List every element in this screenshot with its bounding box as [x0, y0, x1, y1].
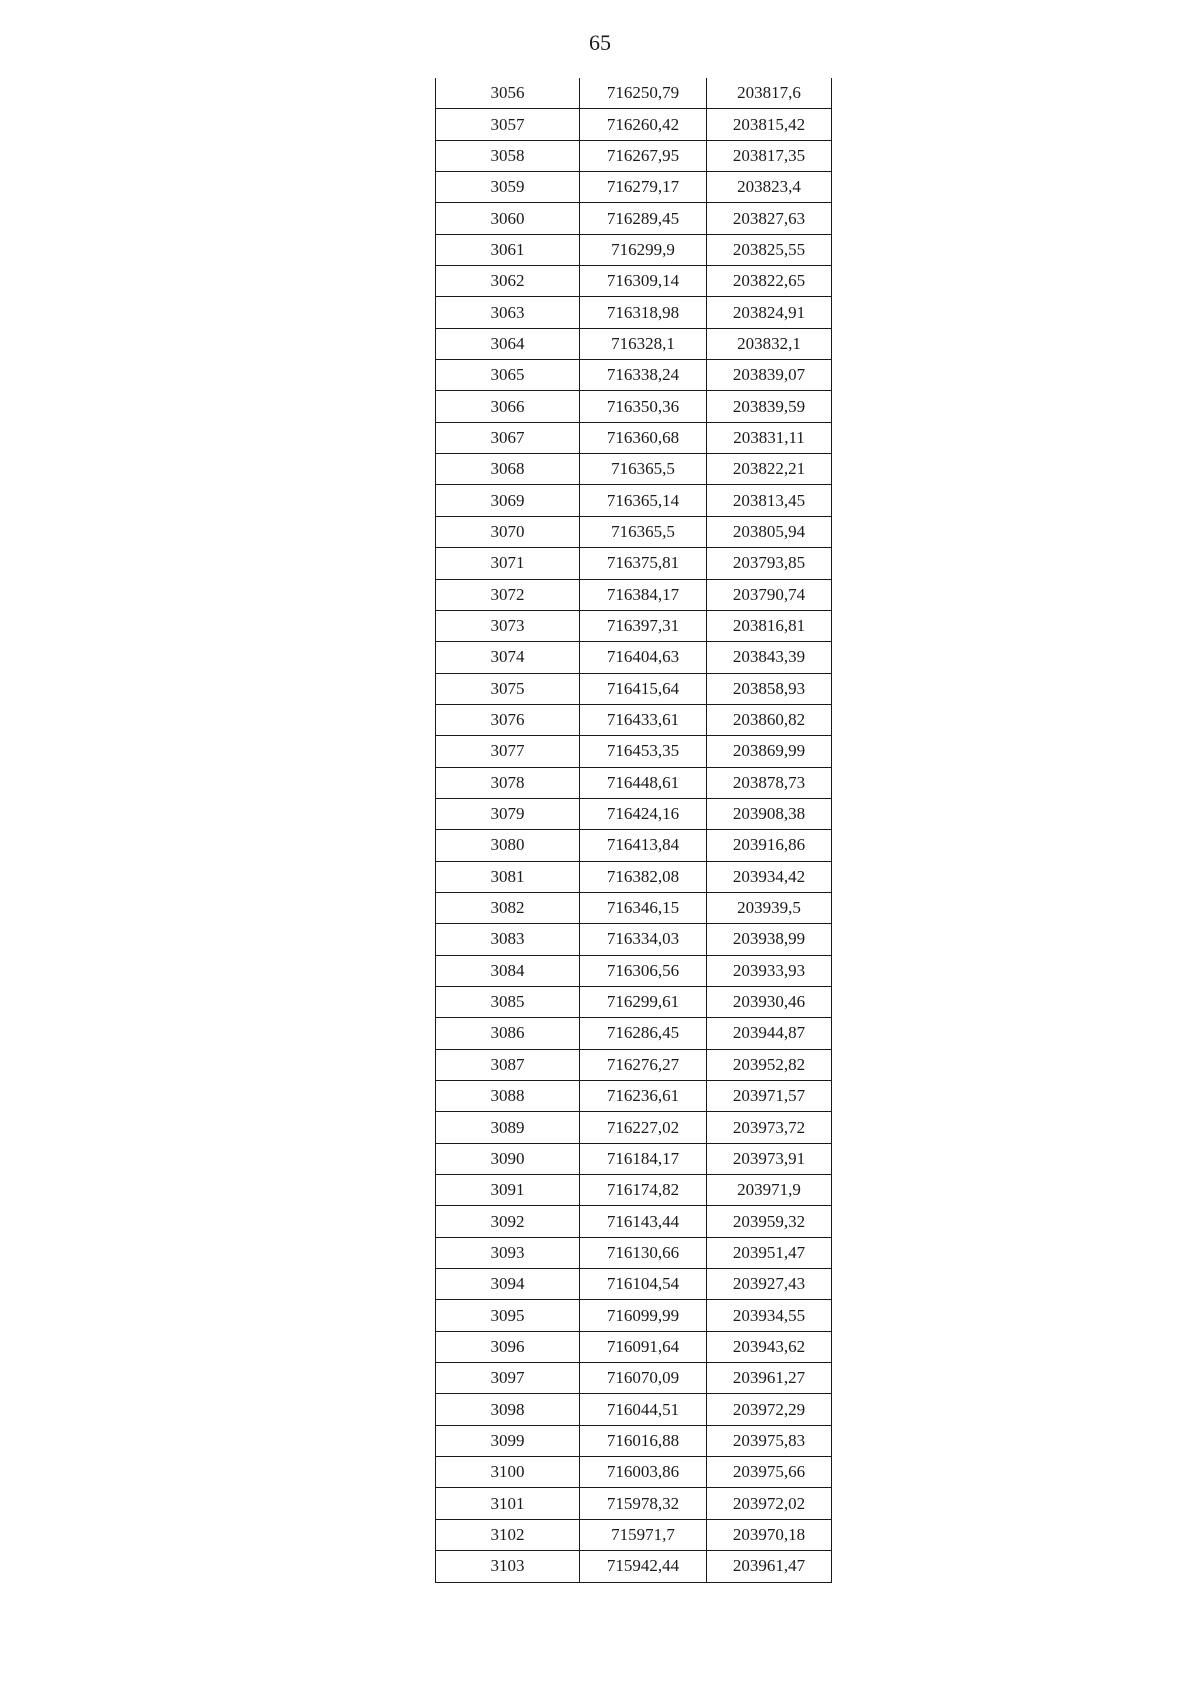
point-number-cell: 3068 [436, 454, 580, 485]
table-row [436, 1143, 832, 1174]
table-row [436, 642, 832, 673]
x-coordinate-cell: 715978,32 [580, 1488, 707, 1519]
x-coordinate-cell: 716433,61 [580, 704, 707, 735]
y-coordinate-cell: 203843,39 [707, 642, 832, 673]
x-coordinate-cell: 716306,56 [580, 955, 707, 986]
point-number-cell: 3074 [436, 642, 580, 673]
point-number-cell: 3081 [436, 861, 580, 892]
point-number-cell: 3079 [436, 798, 580, 829]
point-number-cell: 3057 [436, 109, 580, 140]
x-coordinate-cell: 716143,44 [580, 1206, 707, 1237]
table-row [436, 266, 832, 297]
page-number: 65 [589, 30, 611, 55]
table-row [436, 1018, 832, 1049]
x-coordinate-cell: 716099,99 [580, 1300, 707, 1331]
y-coordinate-cell: 203959,32 [707, 1206, 832, 1237]
y-coordinate-cell: 203823,4 [707, 172, 832, 203]
y-coordinate-cell: 203970,18 [707, 1519, 832, 1550]
y-coordinate-cell: 203972,29 [707, 1394, 832, 1425]
y-coordinate-cell: 203817,6 [707, 78, 832, 109]
x-coordinate-cell: 716003,86 [580, 1457, 707, 1488]
point-number-cell: 3077 [436, 736, 580, 767]
coordinates-table [435, 78, 832, 1583]
x-coordinate-cell: 715971,7 [580, 1519, 707, 1550]
y-coordinate-cell: 203869,99 [707, 736, 832, 767]
point-number-cell: 3066 [436, 391, 580, 422]
x-coordinate-cell: 716365,5 [580, 454, 707, 485]
x-coordinate-cell: 716375,81 [580, 548, 707, 579]
y-coordinate-cell: 203934,42 [707, 861, 832, 892]
table-row [436, 579, 832, 610]
x-coordinate-cell: 716346,15 [580, 892, 707, 923]
y-coordinate-cell: 203878,73 [707, 767, 832, 798]
y-coordinate-cell: 203975,83 [707, 1425, 832, 1456]
point-number-cell: 3064 [436, 328, 580, 359]
y-coordinate-cell: 203943,62 [707, 1331, 832, 1362]
x-coordinate-cell: 716309,14 [580, 266, 707, 297]
y-coordinate-cell: 203815,42 [707, 109, 832, 140]
y-coordinate-cell: 203934,55 [707, 1300, 832, 1331]
point-number-cell: 3091 [436, 1175, 580, 1206]
point-number-cell: 3061 [436, 234, 580, 265]
x-coordinate-cell: 716299,9 [580, 234, 707, 265]
point-number-cell: 3098 [436, 1394, 580, 1425]
table-row [436, 485, 832, 516]
x-coordinate-cell: 716091,64 [580, 1331, 707, 1362]
point-number-cell: 3063 [436, 297, 580, 328]
x-coordinate-cell: 716267,95 [580, 140, 707, 171]
coordinates-table-body [436, 78, 832, 1582]
x-coordinate-cell: 716130,66 [580, 1237, 707, 1268]
y-coordinate-cell: 203822,65 [707, 266, 832, 297]
x-coordinate-cell: 716365,5 [580, 516, 707, 547]
table-row [436, 892, 832, 923]
x-coordinate-cell: 716365,14 [580, 485, 707, 516]
table-row [436, 767, 832, 798]
y-coordinate-cell: 203908,38 [707, 798, 832, 829]
table-row [436, 1206, 832, 1237]
table-row [436, 548, 832, 579]
y-coordinate-cell: 203822,21 [707, 454, 832, 485]
x-coordinate-cell: 716424,16 [580, 798, 707, 829]
x-coordinate-cell: 716174,82 [580, 1175, 707, 1206]
table-row [436, 328, 832, 359]
point-number-cell: 3100 [436, 1457, 580, 1488]
y-coordinate-cell: 203951,47 [707, 1237, 832, 1268]
point-number-cell: 3078 [436, 767, 580, 798]
y-coordinate-cell: 203927,43 [707, 1269, 832, 1300]
table-row [436, 1175, 832, 1206]
table-row [436, 1081, 832, 1112]
point-number-cell: 3082 [436, 892, 580, 923]
table-row [436, 610, 832, 641]
point-number-cell: 3060 [436, 203, 580, 234]
point-number-cell: 3095 [436, 1300, 580, 1331]
table-row [436, 454, 832, 485]
y-coordinate-cell: 203858,93 [707, 673, 832, 704]
point-number-cell: 3102 [436, 1519, 580, 1550]
point-number-cell: 3070 [436, 516, 580, 547]
table-row [436, 830, 832, 861]
table-row [436, 1551, 832, 1582]
table-row [436, 1300, 832, 1331]
table-row [436, 1457, 832, 1488]
y-coordinate-cell: 203961,47 [707, 1551, 832, 1582]
x-coordinate-cell: 716299,61 [580, 986, 707, 1017]
y-coordinate-cell: 203839,07 [707, 360, 832, 391]
point-number-cell: 3076 [436, 704, 580, 735]
table-row [436, 360, 832, 391]
point-number-cell: 3075 [436, 673, 580, 704]
x-coordinate-cell: 716016,88 [580, 1425, 707, 1456]
y-coordinate-cell: 203825,55 [707, 234, 832, 265]
point-number-cell: 3069 [436, 485, 580, 516]
point-number-cell: 3097 [436, 1363, 580, 1394]
y-coordinate-cell: 203816,81 [707, 610, 832, 641]
y-coordinate-cell: 203827,63 [707, 203, 832, 234]
x-coordinate-cell: 716384,17 [580, 579, 707, 610]
y-coordinate-cell: 203790,74 [707, 579, 832, 610]
point-number-cell: 3085 [436, 986, 580, 1017]
x-coordinate-cell: 716286,45 [580, 1018, 707, 1049]
point-number-cell: 3067 [436, 422, 580, 453]
table-row [436, 234, 832, 265]
table-row [436, 1425, 832, 1456]
y-coordinate-cell: 203938,99 [707, 924, 832, 955]
x-coordinate-cell: 716250,79 [580, 78, 707, 109]
point-number-cell: 3086 [436, 1018, 580, 1049]
x-coordinate-cell: 716382,08 [580, 861, 707, 892]
point-number-cell: 3092 [436, 1206, 580, 1237]
point-number-cell: 3099 [436, 1425, 580, 1456]
y-coordinate-cell: 203916,86 [707, 830, 832, 861]
point-number-cell: 3071 [436, 548, 580, 579]
table-row [436, 1237, 832, 1268]
x-coordinate-cell: 716184,17 [580, 1143, 707, 1174]
x-coordinate-cell: 716260,42 [580, 109, 707, 140]
y-coordinate-cell: 203813,45 [707, 485, 832, 516]
x-coordinate-cell: 716415,64 [580, 673, 707, 704]
point-number-cell: 3103 [436, 1551, 580, 1582]
table-row [436, 422, 832, 453]
point-number-cell: 3087 [436, 1049, 580, 1080]
point-number-cell: 3080 [436, 830, 580, 861]
point-number-cell: 3101 [436, 1488, 580, 1519]
y-coordinate-cell: 203793,85 [707, 548, 832, 579]
table-row [436, 78, 832, 109]
x-coordinate-cell: 716289,45 [580, 203, 707, 234]
table-row [436, 1363, 832, 1394]
x-coordinate-cell: 716413,84 [580, 830, 707, 861]
table-row [436, 1394, 832, 1425]
table-row [436, 140, 832, 171]
y-coordinate-cell: 203975,66 [707, 1457, 832, 1488]
point-number-cell: 3093 [436, 1237, 580, 1268]
y-coordinate-cell: 203971,9 [707, 1175, 832, 1206]
table-row [436, 861, 832, 892]
x-coordinate-cell: 716334,03 [580, 924, 707, 955]
x-coordinate-cell: 716044,51 [580, 1394, 707, 1425]
point-number-cell: 3083 [436, 924, 580, 955]
x-coordinate-cell: 716276,27 [580, 1049, 707, 1080]
point-number-cell: 3089 [436, 1112, 580, 1143]
table-row [436, 955, 832, 986]
y-coordinate-cell: 203824,91 [707, 297, 832, 328]
x-coordinate-cell: 716453,35 [580, 736, 707, 767]
point-number-cell: 3072 [436, 579, 580, 610]
x-coordinate-cell: 716338,24 [580, 360, 707, 391]
x-coordinate-cell: 716360,68 [580, 422, 707, 453]
x-coordinate-cell: 716104,54 [580, 1269, 707, 1300]
table-row [436, 1331, 832, 1362]
x-coordinate-cell: 716397,31 [580, 610, 707, 641]
point-number-cell: 3090 [436, 1143, 580, 1174]
point-number-cell: 3062 [436, 266, 580, 297]
point-number-cell: 3058 [436, 140, 580, 171]
x-coordinate-cell: 716350,36 [580, 391, 707, 422]
table-row [436, 1112, 832, 1143]
table-row [436, 1269, 832, 1300]
table-row [436, 1519, 832, 1550]
y-coordinate-cell: 203930,46 [707, 986, 832, 1017]
point-number-cell: 3059 [436, 172, 580, 203]
table-row [436, 798, 832, 829]
y-coordinate-cell: 203832,1 [707, 328, 832, 359]
y-coordinate-cell: 203933,93 [707, 955, 832, 986]
point-number-cell: 3094 [436, 1269, 580, 1300]
x-coordinate-cell: 716279,17 [580, 172, 707, 203]
table-row [436, 1488, 832, 1519]
table-row [436, 704, 832, 735]
table-row [436, 203, 832, 234]
table-row [436, 109, 832, 140]
table-row [436, 924, 832, 955]
x-coordinate-cell: 716448,61 [580, 767, 707, 798]
y-coordinate-cell: 203952,82 [707, 1049, 832, 1080]
point-number-cell: 3096 [436, 1331, 580, 1362]
y-coordinate-cell: 203939,5 [707, 892, 832, 923]
table-row [436, 297, 832, 328]
x-coordinate-cell: 716070,09 [580, 1363, 707, 1394]
point-number-cell: 3088 [436, 1081, 580, 1112]
table-row [436, 172, 832, 203]
table-row [436, 736, 832, 767]
point-number-cell: 3084 [436, 955, 580, 986]
point-number-cell: 3073 [436, 610, 580, 641]
table-row [436, 391, 832, 422]
y-coordinate-cell: 203972,02 [707, 1488, 832, 1519]
table-row [436, 1049, 832, 1080]
y-coordinate-cell: 203971,57 [707, 1081, 832, 1112]
y-coordinate-cell: 203805,94 [707, 516, 832, 547]
y-coordinate-cell: 203944,87 [707, 1018, 832, 1049]
y-coordinate-cell: 203817,35 [707, 140, 832, 171]
x-coordinate-cell: 716236,61 [580, 1081, 707, 1112]
y-coordinate-cell: 203961,27 [707, 1363, 832, 1394]
y-coordinate-cell: 203973,91 [707, 1143, 832, 1174]
table-row [436, 673, 832, 704]
y-coordinate-cell: 203839,59 [707, 391, 832, 422]
y-coordinate-cell: 203860,82 [707, 704, 832, 735]
x-coordinate-cell: 716328,1 [580, 328, 707, 359]
x-coordinate-cell: 716318,98 [580, 297, 707, 328]
table-row [436, 986, 832, 1017]
point-number-cell: 3065 [436, 360, 580, 391]
y-coordinate-cell: 203973,72 [707, 1112, 832, 1143]
x-coordinate-cell: 716404,63 [580, 642, 707, 673]
x-coordinate-cell: 716227,02 [580, 1112, 707, 1143]
table-row [436, 516, 832, 547]
y-coordinate-cell: 203831,11 [707, 422, 832, 453]
point-number-cell: 3056 [436, 78, 580, 109]
x-coordinate-cell: 715942,44 [580, 1551, 707, 1582]
